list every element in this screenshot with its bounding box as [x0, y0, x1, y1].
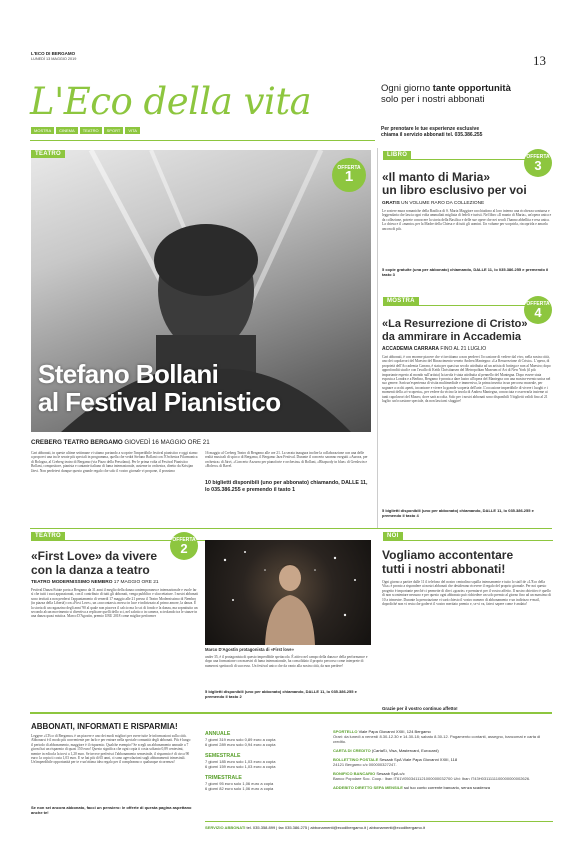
abbonati-intro: Leggere «L'Eco di Bergamo» è un piacere e uno dei modi migliori per avere tutte le informazioni sulla città. Abbonarsi è il modo più conveniente per farlo e per entrare nella speciale comunità degli abbonati. Più è lungo il periodo di abbonamento, maggiore è il risparmio. Qualche esempio? Se scegli un abbonamento annuale a 7 giorni hai un risparmio di quasi 150 euro! Questo significa che ogni copia ti costa soltanto 0,89 centesimi, mentre in edicola la trovi a 1,20 euro. Se invece preferisci l'abbonamento semestrale, il risparmio è di circa 90 euro: la copia ti costa 1,03 euro. E se hai più di 65 anni, ci sono agevolazioni sugli abbonamenti trimestrali. Un'imperdibile opportunità per te e un'ottima idea regalo per il compleanno o qualunque ricorrenza!	[31, 734, 191, 765]
servizio-bar: SERVIZIO ABBONATI tel. 035.358.899 | fax 035.386.275 | abbonamenti@ecodibergamo.it | abbonamenti@ecodibergamo.it	[205, 821, 553, 830]
price-list	[205, 731, 325, 791]
bollani-headline: Stefano Bollani al Festival Pianistico	[38, 359, 281, 417]
dancer-graphic	[205, 540, 371, 645]
page-number: 13	[533, 53, 546, 68]
libro-headline: «Il manto di Maria» un libro esclusivo per voi	[382, 170, 527, 197]
mid-rule	[30, 528, 552, 529]
mostra-fine-print: 5 biglietti disponibili (uno per abbonato) chiamando, DALLE 11, lo 035.386.255 e premendo il tasto 4	[382, 508, 534, 518]
bollani-section-tag: TEATRO	[31, 150, 65, 158]
info-bonifico: BONIFICO BANCARIO Sesaab SpA c/c Banco Popolare Soc. Coop.: Iban IT61V0503411121000000032700 Ubi: Iban IT43H0311111100000000002626.	[333, 771, 531, 781]
libro-meta: GRATIS UN VOLUME RARO DA COLLEZIONE	[382, 201, 485, 206]
mostra-offer-badge: OFFERTA 4	[524, 296, 552, 324]
libro-fine-print: 5 copie gratuite (una per abbonato) chiamando, DALLE 11, lo 035.386.255 e premendo il tasto 3	[382, 267, 549, 277]
libro-offer-badge: OFFERTA 3	[524, 149, 552, 177]
firstlove-body-col1: Festival Danza Estate porta a Bergamo da 31 anni il meglio della danza contemporanea e internazionale e vuole far sì che tutti i suoi appassionati, con il contributo di tutti gli abbonati, venga pubblico e sfaccettature. I nostri abbonati sono invitati a non perdersi l'appuntamento di venerdì 17 maggio alle 21 presso il Teatro Modernissimo di Nembro (in piazza della Libertà) con «First Love», un «raccontarsi» messo in luce e indirizzato al primo amore, la danza. È la storia di un ragazzino degli anni '90 al quale non piaceva il calcio ma lo sci di fondo e la danza, ma soprattutto un secondo alcun movimento si divertiva a replicare quelli dello sci, nel salotto o in camera, scivolando tra le stanze in una danza quasi mistica. Marco D'Agostin, premio UBU 2018 come miglior performer	[31, 588, 199, 619]
libro-body: Le sostere mura romaniche della Basilica di S. Maria Maggiore racchiudono al loro interno una ricchezza sontuosa e leggendaria che lascia ogni volta ammaliati migliaia di fedeli e turisti. Nel libro «Il manto di Maria», un'opera unica e da collezione, potrete conoscere la storia della Basilica e delle sue opere che nei secoli l'hanno abbellita e resa unica. La chiesa e il «manto» per la Madre della Chiesa e di tutti gli uomini. Un volume per scoprirla, riscoprirla e amarla ancora di più.	[382, 209, 552, 231]
mostra-meta: ACCADEMIA CARRARA FINO AL 21 LUGLIO	[382, 346, 487, 352]
price-trimestrale: TRIMESTRALE 7 giorni 95 euro solo 1,06 euro a copia 6 giorni 82 euro solo 1,06 euro a copia	[205, 775, 274, 791]
abbonati-closing: Se non sei ancora abbonato, facci un pensiero: le offerte di questa pagina aspettano anche te!	[31, 805, 192, 815]
abbonati-title: ABBONATI, INFORMATI E RISPARMIA!	[31, 722, 178, 731]
firstlove-section-tag: TEATRO	[31, 532, 65, 540]
info-bollettino: BOLLETTINO POSTALE Sesaab SpA Viale Papa Giovanni XXIII, 118 24121 Bergamo c/c 000000327247.	[333, 757, 458, 767]
noi-rule	[383, 540, 553, 541]
noi-body: Ogni giorno a partire dalle 11 il telefono del nostro centralino squilla intensamente e tutto lo staff de «L'Eco della Vita» è pronto a rispondere ai nostri abbonati che desiderano ricevere il regalo del proprio giornale. Per noi questo progetto è importante perché ci permette di dirvi «grazie» e premiarvi per il vostro affetto. Il nostro obiettivo è quello di non scontentare nessuno e per questo ogni abbonato può richiedere un solo premio al giorno fino ad un massimo di 10 a trimestre. Durante la prenotazione vi sarà chiesto il vostro numero di abbonamento e un indirizzo e-mail, dopodiché non vi resta che godervi il vostro meritato premio e, se vi va, fateci sapere come è andata!	[382, 580, 552, 607]
cat-vita: VITA	[125, 127, 140, 134]
mostra-headline: «La Resurrezione di Cristo» da ammirare in Accademia	[382, 318, 528, 343]
bollani-offer-badge: OFFERTA 1	[332, 158, 366, 192]
tagline: Ogni giorno tante opportunità solo per i nostri abbonati	[381, 83, 511, 105]
cat-mostra: MOSTRA	[31, 127, 54, 134]
cat-sport: SPORT	[104, 127, 124, 134]
firstlove-offer-badge: OFFERTA 2	[170, 532, 198, 560]
price-annuale: ANNUALE 7 giorni 319 euro solo 0,89 euro a copia 6 giorni 289 euro solo 0,94 euro a copia	[205, 731, 276, 747]
mostra-body: Cari abbonati, è con enorme piacere che vi invitiamo a non perdervi l'occasione di vedere dal vivo, nella nostra città, uno dei capolavori del Maestro del Rinascimento veneto Andrea Mantegna: «La Resurrezione di Cristo». L'opera, di proprietà dell'Accademia Carrara, è stata per quasi un secolo attribuita ad un artista di bottega e non al Maestro; dopo approfonditi studi e con l'avallo di Keith Christiansen del Metropolitan Museum of Art di New York (il più importante esperto al mondo sull'artista) la tavola è stata attribuita al pennello del Mantegna. Dopo essere stata esposta a Londra e a Berlino, Bergamo è pronta a dare lustro all'opera del Mantegna con una mostra-evento unica nel suo genere. Sarà un'esperienza di visita multimediale e immersiva, la prima inserita in un percorso museale, per sognare a occhi aperti, incontrare e vivere la grande scoperta dell'arte. L'occasione imperdibile di vivere i luoghi e i momenti della «ri-scoperta», per vedere da vicino la tavola di Andrea Mantegna, conosciuta e osservarla insieme ai tanti capolavori del Museo, dove sarà accolta. Solo per i nostri abbonati sono disponibili 5 biglietti validi fino al 21 luglio: un'occasione speciale, da non lasciarsi sfuggire!	[382, 355, 551, 404]
mostra-section-tag: MOSTRA	[383, 297, 419, 305]
info-sportello: SPORTELLO Viale Papa Giovanni XXIII, 124 Bergamo Orari: da lunedì a venerdì 8.30-12.30 e 14.30-18; sabato 8.30-12. Pagamento contanti, assegno, bancomat e carta di credito.	[333, 729, 541, 744]
cat-teatro: TEATRO	[80, 127, 102, 134]
libro-section-tag: LIBRO	[383, 151, 411, 159]
paper-name: L'ECO DI BERGAMO	[31, 51, 76, 56]
firstlove-body-col2: under 35, è il protagonista di questo imperdibile spettacolo. È attivo nel campo della danza e della performance e dopo una formazione con maestri di fama internazionale, ha consolidato il proprio percorso come interprete di numerosi spettacoli di successo. Un festival unico che da vanto alla nostra città, da non perdere!	[205, 655, 368, 668]
noi-section-tag: NOI	[383, 532, 403, 540]
dancer-photo	[205, 540, 371, 645]
bollani-body-col2: 16 maggio al Creberg Teatro di Bergamo alle ore 21. La serata inaugura inoltre la collaborazione con una delle realtà musicali di spicco di Bergamo, il Bergamo Jazz Festival. Durante il concerto saranno eseguiti «Aurora, per orchestra» di Järvi, «Concerto Azzurro per pianoforte e orchestra» di Bollani, «Rhapsody in blue» di Gershwin e «Bolero» di Ravel.	[205, 451, 368, 469]
price-semestrale: SEMESTRALE 7 giorni 185 euro solo 1,03 euro a copia 6 giorni 159 euro solo 1,03 euro a copia	[205, 753, 276, 769]
section-logo: L'Eco della vita	[30, 80, 312, 123]
noi-thanks: Grazie per il vostro continuo affetto!	[382, 706, 458, 711]
bollani-venue: CREBERG TEATRO BERGAMO GIOVEDÌ 16 MAGGIO ORE 21	[31, 439, 210, 446]
firstlove-headline: «First Love» da vivere con la danza a teatro	[31, 549, 158, 577]
bollani-fine-print: 10 biglietti disponibili (uno per abbonato) chiamando, DALLE 11, lo 035.386.255 e premendo il tasto 1	[205, 480, 368, 493]
masthead-rule	[30, 140, 375, 141]
cat-cinema: CINEMA	[56, 127, 78, 134]
issue-date: LUNEDÌ 13 MAGGIO 2019	[31, 57, 77, 61]
firstlove-fine-print: 5 biglietti disponibili (uno per abbonato) chiamando, DALLE 11, lo 035.386.255 e premendo il tasto 2	[205, 689, 357, 699]
dancer-caption: Marco D'Agostin protagonista di «First love»	[205, 647, 294, 652]
info-addebito: ADDEBITO DIRETTO SEPA MENSILE sul tuo conto corrente bancario, senza scadenza	[333, 785, 491, 790]
booking-note: Per prenotare le tue esperienze esclusive chiama il servizio abbonati tel. 035.386.255	[381, 126, 483, 138]
noi-headline: Vogliamo accontentare tutti i nostri abbonati!	[382, 548, 514, 576]
bollani-body-col1: Cari abbonati, in queste ultime settimane vi stiamo portando a scoprire l'imperdibile festival pianistico e oggi siamo a proporvi una tra le serate più speciali in programma, quella che vedrà Stefano Bollani con l'Orchestra Filarmonica di Bologna, al Creberg teatro di Bergamo (via Pizzo della Presolana). Per le prima volta al Festival Pianistico Bollani, compositore, pianista e cantante italiano di fama internazionale, assieme in orchestra, diretto da Kristjan Järvi. Non perdetevi dunque questo grande regalo che solo il vostro giornale vi propone, il prossimo	[31, 451, 198, 473]
logo-category-bar	[31, 127, 140, 134]
payment-info	[333, 729, 553, 790]
footer-rule	[30, 712, 552, 714]
info-carta: CARTA DI CREDITO (CartaSì, Visa, Mastercard, Eurocard)	[333, 748, 439, 753]
column-divider	[377, 148, 378, 528]
firstlove-meta: TEATRO MODERNISSIMO NEMBRO 17 MAGGIO ORE 21	[31, 580, 159, 585]
